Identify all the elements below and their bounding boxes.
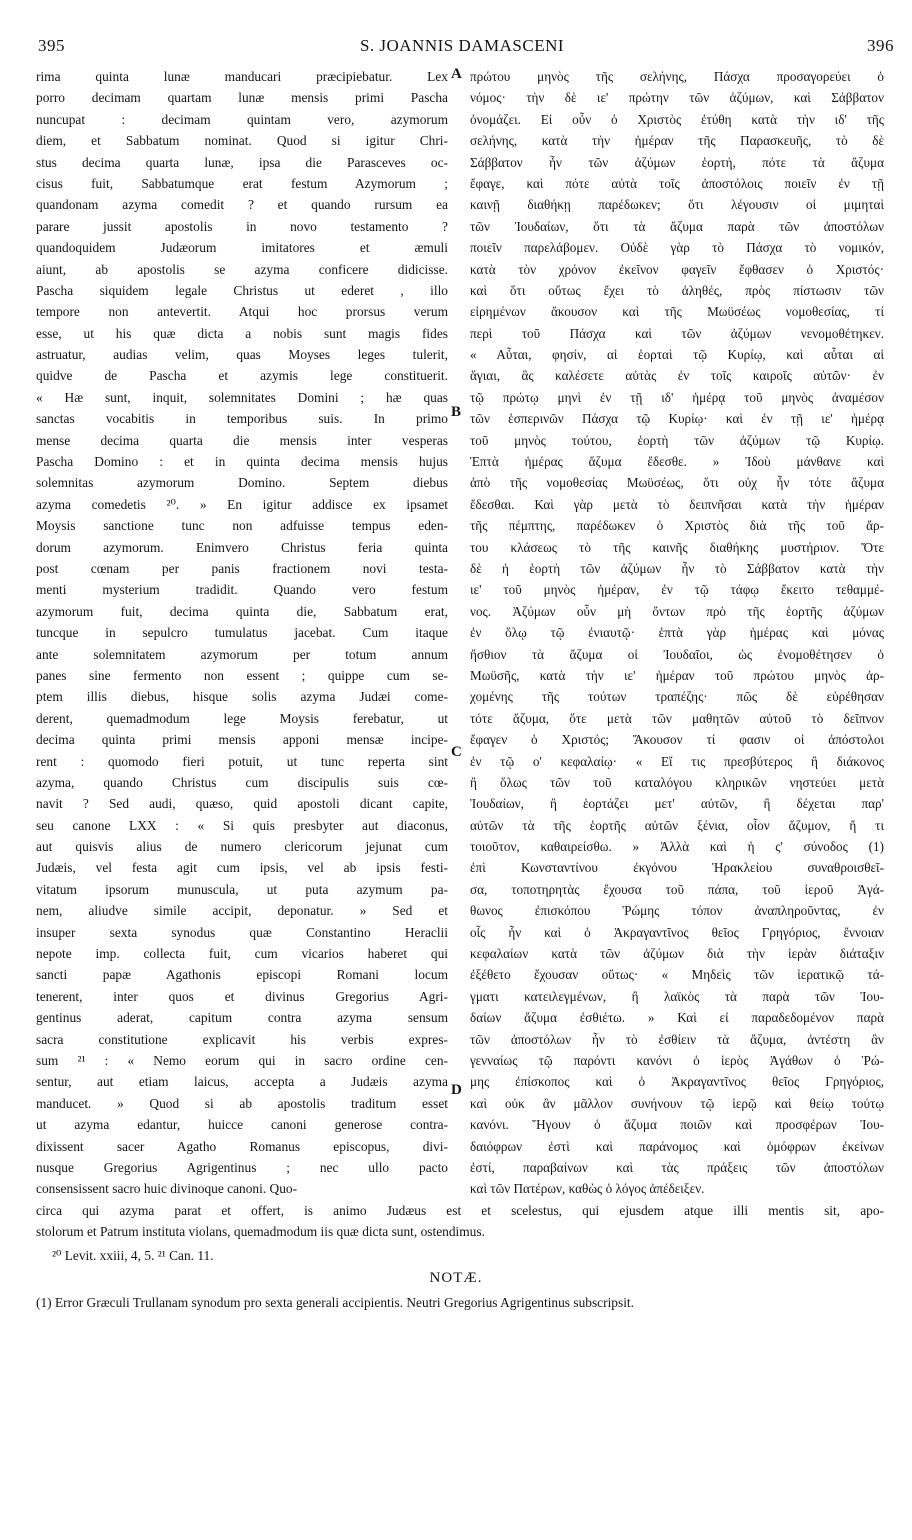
greek-text-line: ἔδεσθαι. Καὶ γὰρ μετὰ τὸ δειπνῆσαι κατὰ τὴν ἡμέραν [470, 496, 884, 512]
greek-text-line: ἐπὶ Κωνσταντίνου ἐκγόνου Ἡρακλείου συναθροισθεῖ- [470, 860, 884, 876]
latin-text-line: tempore non antevertit. Atqui hoc prorsus verum [36, 304, 448, 320]
greek-text-line: καὶ ὅτι οὕτως ἔχει τὸ ἀληθές, πρὸς πίστωσιν τῶν [470, 282, 884, 298]
latin-text-line: seu canone LXX : « Si quis presbyter aut diaconus, [36, 817, 448, 833]
page-number-left: 395 [38, 36, 65, 55]
greek-text-line: δὲ ἡ ἑορτὴ τῶν ἀζύμων ἦν τὸ Σάββατον κατὰ τὴν [470, 560, 884, 576]
greek-text-line: καὶ τῶν Πατέρων, καθὼς ὁ λόγος ἀπέδειξεν. [470, 1181, 705, 1197]
latin-text-line: diem, et Sabbatum nominat. Quod si igitur Chri- [36, 133, 448, 149]
running-title: S. JOANNIS DAMASCENI [359, 36, 565, 55]
latin-text-line: tenerent, inter quos et divinus Gregorius Agri- [36, 988, 448, 1004]
greek-text-line: γενναίως τῷ παρόντι κανόνι ὁ ἱερὸς Ἀγάθων ὁ Ῥώ- [470, 1052, 884, 1068]
latin-column [36, 66, 448, 1200]
latin-text-line: nuncupat : decimam quintam vero, azymorum [36, 111, 448, 127]
greek-text-line: τῆς πέμπτης, παρέδωκεν ὁ Χριστὸς διὰ τῆς τοῦ ἄρ- [470, 518, 884, 534]
latin-text-line: « Hæ sunt, inquit, solemnitates Domini ; hæ quas [36, 389, 448, 405]
latin-text-line: ut azyma edantur, huicce canoni generose contra- [36, 1117, 448, 1133]
latin-text-line: azymorum fuit, decima quinta die, Sabbatum erat, [36, 603, 448, 619]
section-marker-b: B [451, 404, 462, 420]
greek-text-line: πρώτου μηνὸς τῆς σελήνης, Πάσχα προσαγορεύει ὁ [470, 69, 884, 84]
greek-text-line: ἢ ὅλως τῶν τοῦ καταλόγου κληρικῶν νηστεύει μετὰ [470, 774, 884, 790]
latin-text-line: nusque Gregorius Agrigentinus ; nec ullo pacto [36, 1159, 448, 1175]
greek-text-line: σελήνης, κατὰ τὴν ἡμέραν τῆς Παρασκευῆς, τὸ δὲ [470, 133, 884, 149]
latin-text-line: nepote imp. collecta fuit, cum vicarios haberet qui [36, 946, 448, 962]
footnotes: ²⁰ Levit. xxiii, 4, 5. ²¹ Can. 11. [52, 1248, 214, 1263]
greek-text-line: ἔφαγε, καὶ πότε αὐτὰ τοῖς ἀποστόλοις ποιεῖν ἐν τῇ [470, 175, 884, 191]
greek-text-line: κανόνι. Ἤγουν ὁ ἄζυμα ποιῶν καὶ προσφέρων Ἰου- [470, 1117, 884, 1133]
greek-text-line: δαίων ἄζυμα ἐσθιέτω. » Καὶ εἰ παραδεδομένον παρὰ [470, 1010, 884, 1026]
latin-text-line: sentur, aut etiam laicus, accepta a Judæis azyma [36, 1074, 448, 1090]
greek-text-line: Ἰουδαίων, ἢ ἑορτάζει μετ' αὐτῶν, ἢ δέχεται παρ' [470, 796, 884, 812]
latin-text-line: rima quinta lunæ manducari præcipiebatur. Lex [36, 69, 448, 84]
latin-text-line: sum ²¹ : « Nemo eorum qui in sacro ordine cen- [36, 1052, 448, 1068]
latin-text-line: vitatum ipsorum munuscula, ut puta azymum pa- [36, 881, 448, 897]
greek-text-line: Σάββατον ἦν τῶν ἀζύμων ἑορτή, πότε τὰ ἄζυμα [470, 154, 884, 170]
latin-text-line: nem, aliudve simile accipit, deponatur. » Sed et [36, 903, 448, 919]
greek-text-line: τοιοῦτον, καθαιρείσθω. » Ἀλλὰ καὶ ἡ ς' σύνοδος (1) [470, 839, 884, 855]
latin-text-line: panes sine fermento non essent ; quippe cum se- [36, 667, 448, 683]
latin-text-line: solemnitas azymorum Domino. Septem diebus [36, 475, 448, 491]
greek-text-line: ἐξέθετο ἔχουσαν οὕτως· « Μηδεὶς τῶν ἱερατικῷ τά- [470, 967, 884, 983]
latin-text-line: ptem illis diebus, hisque solis azyma Judæi come- [36, 689, 448, 705]
latin-text-line: porro decimam quartam lunæ mensis primi Pascha [36, 90, 448, 106]
latin-text-line: stus decima quarta lunæ, ipsa die Parasceves oc- [36, 154, 448, 170]
latin-text-line: aiunt, ab apostolis se azyma conficere didicisse. [36, 261, 448, 277]
greek-text-line: περὶ τοῦ Πάσχα καὶ τῶν ἀζύμων νενομοθέτηκεν. [470, 325, 884, 341]
section-marker-a: A [451, 66, 462, 82]
greek-text-line: τῶν ἑσπερινῶν Πάσχα τῷ Κυρίῳ· καὶ ἐν τῇ ιε' ἡμέρᾳ [470, 411, 884, 427]
latin-text-line: azyma, quando Christus cum discipulis suis cœ- [36, 774, 448, 790]
latin-text-line: dorum azymorum. Enimvero Christus feria quinta [36, 539, 448, 555]
latin-text-line: cisus fuit, Sabbatumque erat festum Azymorum ; [36, 175, 448, 191]
greek-text-line: Μωϋσῆς, κατὰ τὴν ιε' ἡμέραν τοῦ πρώτου μηνὸς ἀρ- [470, 667, 884, 683]
closing-text-line: stolorum et Patrum instituta violans, quemadmodum iis quæ dicta sunt, ostendimus. [36, 1224, 485, 1239]
greek-text-line: « Αὗται, φησίν, αἱ ἑορταὶ τῷ Κυρίῳ, καὶ αὗται αἱ [470, 347, 884, 363]
greek-text-line: ἐν ὅλῳ τῷ ἐνιαυτῷ· ἑπτὰ γὰρ ἡμέρας καὶ μόνας [470, 625, 884, 641]
greek-text-line: σα, τοποτηρητὰς ἔχουσα τοῦ πάπα, τοῦ ἱεροῦ Ἀγά- [470, 881, 884, 897]
greek-text-line: ἐστί, παραβαίνων καὶ τὰς πράξεις τῶν ἀποστόλων [470, 1159, 884, 1175]
notes-text: (1) Error Græculi Trullanam synodum pro sexta generali accipientis. Neutri Gregorius Agrigentinus subscripsit. [36, 1295, 635, 1310]
greek-text-line: νόμος· τὴν δὲ ιε' πρώτην τῶν ἀζύμων, καὶ Σάββατον [470, 90, 884, 106]
greek-text-line: αὐτῶν τὰ τῆς ἑορτῆς αὐτῶν ξένια, οἷον ἄζυμον, ἤ τι [470, 817, 884, 833]
latin-text-line: sanctas vocabitis in temporibus suis. In primo [36, 411, 448, 427]
greek-text-line: ὀνομάζει. Εἰ οὖν ὁ Χριστὸς ἐτύθη κατὰ τὴν ιδ' τῆς [470, 111, 884, 127]
latin-text-line: quandoquidem Judæorum imitatores et æmuli [36, 240, 448, 256]
greek-text-line: ἐν τῷ ο' κεφαλαίῳ· « Εἴ τις πρεσβύτερος ἢ διάκονος [470, 753, 884, 769]
notae-heading: NOTÆ. [429, 1270, 483, 1286]
latin-text-line: sancti papæ Agathonis episcopi Romani locum [36, 967, 448, 983]
greek-text-line: τοῦ μηνὸς τούτου, ἑορτὴ τῶν ἀζύμων τῷ Κυρίῳ. [470, 432, 884, 448]
section-marker-c: C [451, 744, 462, 760]
page-number-right: 396 [867, 36, 894, 55]
latin-text-line: rent : quomodo fieri potuit, ut tunc reperta sint [36, 753, 448, 769]
closing-text-line: circa qui azyma parat et offert, is animo Judæus est et scelestus, qui ejusdem atque illi mentis sit, apo- [36, 1203, 884, 1218]
latin-text-line: navit ? Sed audi, quæso, quid apostoli dicant capite, [36, 796, 448, 812]
latin-text-line: consensissent sacro huic divinoque canoni. Quo- [36, 1181, 298, 1197]
greek-text-line: μης ἐπίσκοπος καὶ ὁ Ἀκραγαντῖνος θεῖος Γρηγόριος, [470, 1074, 884, 1090]
greek-text-line: ἔφαγεν ὁ Χριστός; Ἄκουσον τί φασιν οἱ ἀπόστολοι [470, 732, 884, 748]
latin-text-line: astruatur, audias velim, quas Moyses leges tulerit, [36, 347, 448, 363]
latin-text-line: decima quinta primi mensis apponi mensæ incipe- [36, 732, 448, 748]
latin-text-line: Judæis, vel festa agit cum ipsis, vel ab ipsis festi- [36, 860, 448, 876]
latin-text-line: manducet. » Quod si ab apostolis traditum esset [36, 1095, 448, 1111]
section-marker-d: D [451, 1082, 462, 1098]
greek-text-line: ἤσθιον τὰ ἄζυμα οἱ Ἰουδαῖοι, ὡς ἐνομοθέτησεν ὁ [470, 646, 884, 662]
greek-text-line: Ἑπτὰ ἡμέρας ἄζυμα ἔδεσθε. » Ἰδοὺ μάνθανε καὶ [470, 454, 884, 470]
greek-text-line: τῶν ἀποστόλων ἦν τὸ ἐσθίειν τὰ ἄζυμα, ἀντέστη ἂν [470, 1031, 884, 1047]
latin-text-line: quandonam azyma comedit ? et quando rursum ea [36, 197, 448, 213]
greek-text-line: ἀπὸ τῆς νομοθεσίας Μωϋσέως, ὅτι οὐχ ἦν τότε ἄζυμα [470, 475, 884, 491]
latin-text-line: quidve de Pascha et azymis lege constituerit. [36, 368, 448, 384]
latin-text-line: sacra constitutione explicavit his verbis expres- [36, 1031, 448, 1047]
greek-text-line: του κλάσεως τὸ τῆς καινῆς διαθήκης μυστήριον. Ὅτε [470, 539, 884, 555]
latin-text-line: tuncque in sepulcro tumulatus jacebat. Cum itaque [36, 625, 448, 641]
closing-full-width-text [36, 1200, 884, 1242]
latin-text-line: derent, quemadmodum lege Moysis ferebatur, ut [36, 710, 448, 726]
greek-text-line: τῶν Ἰουδαίων, ὅτι τὰ ἄζυμα παρὰ τῶν ἀποστόλων [470, 218, 884, 234]
greek-text-line: γματι κατειλεγμένων, ἢ λαϊκὸς τὰ παρὰ τῶν Ἰου- [470, 988, 884, 1004]
latin-text-line: dixissent sacer Agatho Romanus episcopus, divi- [36, 1138, 448, 1154]
latin-text-line: Pascha siquidem legale Christus ut ederet , illo [36, 282, 448, 298]
greek-text-line: ἅγιαι, ἃς καλέσετε αὐτὰς ἐν τοῖς καιροῖς αὐτῶν· ἐν [470, 368, 884, 384]
page-header [30, 36, 894, 62]
latin-text-line: menti mysterium tradidit. Quando vero festum [36, 582, 448, 598]
greek-text-line: ποιεῖν παρελάβομεν. Οὐδὲ γὰρ τὸ Πάσχα τὸ νομικόν, [470, 240, 884, 256]
latin-text-line: gentinus aderat, capitum contra azyma sensum [36, 1010, 448, 1026]
greek-text-line: εἰρημένων ἄκουσον καὶ τῆς Μωϋσέως νομοθεσίας, τί [470, 304, 884, 320]
greek-text-line: τότε ἄζυμα, ὅτε μετὰ τῶν μαθητῶν αὐτοῦ τὸ δεῖπνον [470, 710, 884, 726]
latin-text-line: ante solemnitatem azymorum per totum annum [36, 646, 448, 662]
latin-text-line: insuper sexta synodus quæ Constantino Heraclii [36, 924, 448, 940]
latin-text-line: azyma comedetis ²⁰. » En igitur addisce ex ipsamet [36, 496, 448, 512]
greek-text-line: χομένης τῆς τούτων τραπέζης· πῶς δὲ εὑρέθησαν [470, 689, 884, 705]
latin-text-line: post cœnam per panis fractionem novi testa- [36, 560, 448, 576]
greek-text-line: τῷ πρώτῳ μηνὶ ἐν τῇ ιδ' ἡμέρᾳ τοῦ μηνὸς ἀναμέσον [470, 389, 884, 405]
latin-text-line: mense decima quarta die mensis inter vesperas [36, 432, 448, 448]
greek-text-line: κεφαλαίων κατὰ τῶν ἀζύμων διὰ τὴν ἱερὰν διάταξιν [470, 946, 884, 962]
greek-column [470, 66, 884, 1200]
latin-text-line: esse, ut his quæ dicta a nobis sunt magis fides [36, 325, 448, 341]
greek-text-line: καὶ οὐκ ἂν μᾶλλον συνήνουν τῷ ἱερῷ καὶ θείῳ τούτῳ [470, 1095, 884, 1111]
greek-text-line: καινῇ διαθήκῃ παρέδωκεν; ὅτι λέγουσιν οἱ μιμηταὶ [470, 197, 884, 213]
latin-text-line: Moysis sanctione tunc non adfuisse tempus eden- [36, 518, 448, 534]
greek-text-line: νος. Ἀζύμων οὖν μὴ ὄντων πρὸ τῆς ἑορτῆς ἀζύμων [470, 603, 884, 619]
latin-text-line: Pascha Domino : et in quinta decima mensis hujus [36, 454, 448, 470]
greek-text-line: κατὰ τὸν χρόνον ἐκεῖνον φαγεῖν ἔφθασεν ὁ Χριστός· [470, 261, 884, 277]
greek-text-line: οἷς ἦν καὶ ὁ Ἀκραγαντῖνος θεῖος Γρηγόριος, ἔννοιαν [470, 924, 884, 940]
latin-text-line: aut quisvis alius de numero clericorum jejunat cum [36, 839, 448, 855]
greek-text-line: ιε' τοῦ μηνὸς ἡμέραν, ἐν τῷ τάφῳ ἔκειτο τεθαμμέ- [470, 582, 884, 598]
latin-text-line: parare jussit apostolis in novo testamento ? [36, 218, 448, 234]
greek-text-line: δαιόφρων ἐστὶ καὶ παράνομος καὶ ὁμόφρων ἐκείνων [470, 1138, 884, 1154]
greek-text-line: θωνος ἐπισκόπου Ῥώμης τόπον ἀναπληροῦντας, ἐν [470, 903, 884, 919]
